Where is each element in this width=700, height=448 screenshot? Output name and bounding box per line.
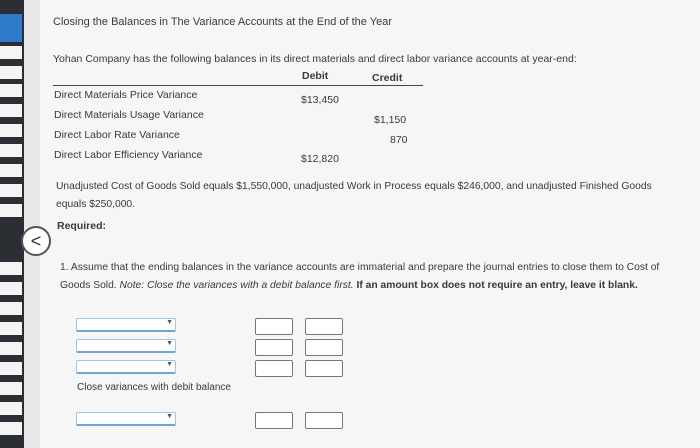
table-row-debit: $13,450 — [301, 94, 339, 106]
rail-marker[interactable] — [0, 342, 22, 355]
chevron-down-icon: ▼ — [166, 340, 173, 347]
question-1-text: 1. Assume that the ending balances in the variance accounts are immaterial and prepare the journal entries to close them to Cost of Goods Sold. — [60, 262, 660, 291]
rail-marker[interactable] — [0, 422, 22, 435]
rail-marker[interactable] — [0, 84, 22, 97]
entry-caption: Close variances with debit balance — [77, 382, 231, 393]
rail-marker[interactable] — [0, 204, 22, 217]
table-row-label: Direct Materials Usage Variance — [54, 109, 204, 121]
credit-amount-input[interactable] — [305, 339, 343, 356]
rail-marker[interactable] — [0, 124, 22, 137]
rail-marker[interactable] — [0, 282, 22, 295]
table-row-credit: 870 — [390, 134, 408, 146]
chevron-down-icon: ▼ — [166, 319, 173, 326]
question-1-instruction: If an amount box does not require an entry, leave it blank. — [353, 280, 638, 291]
page-title: Closing the Balances in The Variance Accounts at the End of the Year — [53, 16, 392, 28]
rail-marker[interactable] — [0, 104, 22, 117]
rail-marker[interactable] — [0, 46, 22, 59]
chevron-down-icon: ▼ — [166, 413, 173, 420]
debit-amount-input[interactable] — [255, 339, 293, 356]
debit-amount-input[interactable] — [255, 360, 293, 377]
credit-amount-input[interactable] — [305, 318, 343, 335]
rail-marker[interactable] — [0, 262, 22, 275]
table-row-debit: $12,820 — [301, 153, 339, 165]
account-dropdown[interactable] — [76, 412, 176, 426]
table-row-label: Direct Labor Efficiency Variance — [54, 149, 203, 161]
left-rail — [0, 0, 24, 448]
table-row-label: Direct Labor Rate Variance — [54, 129, 180, 141]
credit-header: Credit — [372, 72, 403, 84]
rail-marker[interactable] — [0, 402, 22, 415]
back-button[interactable] — [21, 226, 51, 256]
question-1 — [60, 259, 666, 295]
rail-marker[interactable] — [0, 302, 22, 315]
rail-marker[interactable] — [0, 322, 22, 335]
debit-amount-input[interactable] — [255, 412, 293, 429]
rail-marker[interactable] — [0, 362, 22, 375]
rail-marker[interactable] — [0, 66, 22, 79]
intro-text: Yohan Company has the following balances in its direct materials and direct labor variance accounts at year-end: — [53, 53, 577, 65]
rail-marker[interactable] — [0, 382, 22, 395]
account-dropdown[interactable] — [76, 318, 176, 332]
table-row-label: Direct Materials Price Variance — [54, 89, 198, 101]
rail-marker-active[interactable] — [0, 14, 22, 42]
balances-note: Unadjusted Cost of Goods Sold equals $1,550,000, unadjusted Work in Process equals $246,000, and unadjusted Finished Goods equals $250,000. — [56, 181, 652, 210]
table-header-rule — [53, 85, 423, 86]
credit-amount-input[interactable] — [305, 360, 343, 377]
required-heading: Required: — [57, 220, 107, 232]
chevron-left-icon: < — [30, 231, 42, 251]
account-dropdown[interactable] — [76, 339, 176, 353]
account-dropdown[interactable] — [76, 360, 176, 374]
rail-marker[interactable] — [0, 164, 22, 177]
rail-marker[interactable] — [0, 144, 22, 157]
chevron-down-icon: ▼ — [166, 361, 173, 368]
question-page — [40, 0, 700, 448]
credit-amount-input[interactable] — [305, 412, 343, 429]
table-row-credit: $1,150 — [374, 114, 407, 126]
debit-header: Debit — [302, 70, 329, 82]
debit-amount-input[interactable] — [255, 318, 293, 335]
rail-marker[interactable] — [0, 184, 22, 197]
question-1-note: Note: Close the variances with a debit balance first. — [119, 280, 354, 291]
